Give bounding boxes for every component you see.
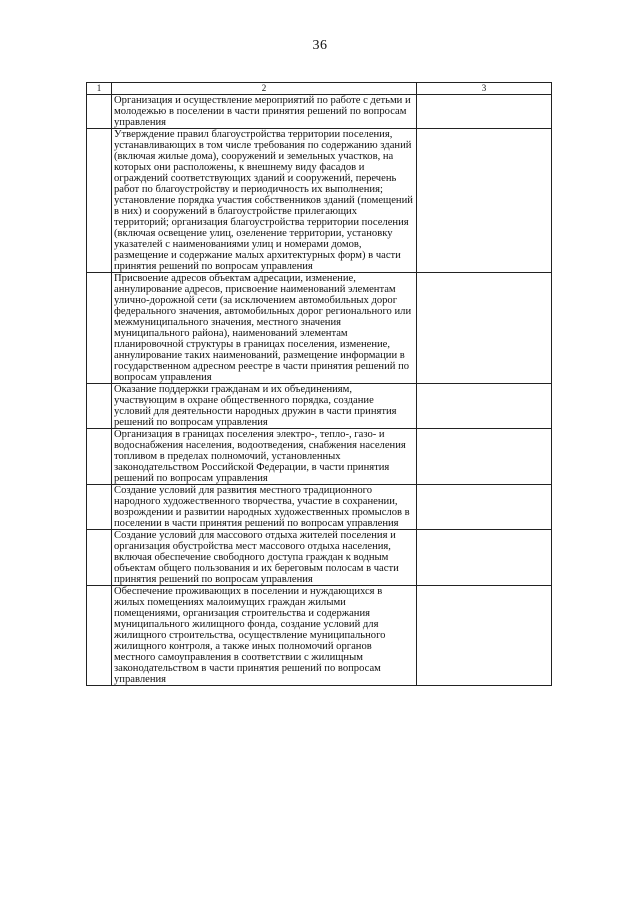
- table-row: [87, 485, 552, 530]
- row-number: [87, 273, 112, 384]
- header-col-1: 1: [87, 83, 112, 95]
- table-body: [87, 83, 552, 686]
- row-text: Организация и осуществление мероприятий по работе с детьми и молодежью в поселении в части принятия решений по вопросам управления: [112, 95, 417, 129]
- row-note: [417, 273, 552, 384]
- row-note: [417, 485, 552, 530]
- row-number: [87, 129, 112, 273]
- page-number: 36: [312, 38, 328, 53]
- row-number: [87, 429, 112, 485]
- header-col-2: 2: [112, 83, 417, 95]
- row-note: [417, 95, 552, 129]
- row-number: [87, 586, 112, 686]
- row-text: Оказание поддержки гражданам и их объединениям, участвующим в охране общественного порядка, создание условий для деятельности народных дружин в части принятия решений по вопросам управления: [112, 384, 417, 429]
- table-row: [87, 273, 552, 384]
- row-note: [417, 530, 552, 586]
- row-number: [87, 95, 112, 129]
- table-row: [87, 530, 552, 586]
- table-row: [87, 429, 552, 485]
- row-note: [417, 129, 552, 273]
- table-row: [87, 586, 552, 686]
- row-text: Утверждение правил благоустройства территории поселения, устанавливающих в том числе требования по содержанию зданий (включая жилые дома), сооружений и земельных участков, на которых они расположены, к внешнему виду фасадов и ограждений соответствующих зданий и сооружений, перечень работ по благоустройству и периодичность их выполнения; установление порядка участия собственников зданий (помещений в них) и сооружений в благоустройстве прилегающих территорий; организация благоустройства территории поселения (включая освещение улиц, озеленение территории, установку указателей с наименованиями улиц и номерами домов, размещение и содержание малых архитектурных форм) в части принятия решений по вопросам управления: [112, 129, 417, 273]
- row-text: Создание условий для массового отдыха жителей поселения и организация обустройства мест массового отдыха населения, включая обеспечение свободного доступа граждан к водным объектам общего пользования и их береговым полосам в части принятия решений по вопросам управления: [112, 530, 417, 586]
- row-number: [87, 485, 112, 530]
- row-text: Обеспечение проживающих в поселении и нуждающихся в жилых помещениях малоимущих граждан жилыми помещениями, организация строительства и содержания муниципального жилищного фонда, создание условий для жилищного строительства, осуществление муниципального жилищного контроля, а также иных полномочий органов местного самоуправления в соответствии с жилищным законодательством в части принятия решений по вопросам управления: [112, 586, 417, 686]
- table-header-row: [87, 83, 552, 95]
- table-row: [87, 384, 552, 429]
- row-note: [417, 384, 552, 429]
- row-text: Присвоение адресов объектам адресации, изменение, аннулирование адресов, присвоение наименований элементам улично-дорожной сети (за исключением автомобильных дорог федерального значения, автомобильных дорог регионального или межмуниципального значения, местного значения муниципального района), наименований элементам планировочной структуры в границах поселения, изменение, аннулирование таких наименований, размещение информации в государственном адресном реестре в части принятия решений по вопросам управления: [112, 273, 417, 384]
- row-number: [87, 530, 112, 586]
- table-row: [87, 95, 552, 129]
- row-text: Создание условий для развития местного традиционного народного художественного творчества, участие в сохранении, возрождении и развитии народных художественных промыслов в поселении в части принятия решений по вопросам управления: [112, 485, 417, 530]
- table-row: [87, 129, 552, 273]
- row-note: [417, 586, 552, 686]
- row-note: [417, 429, 552, 485]
- row-number: [87, 384, 112, 429]
- powers-table: [86, 82, 552, 686]
- row-text: Организация в границах поселения электро-, тепло-, газо- и водоснабжения населения, водоотведения, снабжения населения топливом в пределах полномочий, установленных законодательством Российской Федерации, в части принятия решений по вопросам управления: [112, 429, 417, 485]
- header-col-3: 3: [417, 83, 552, 95]
